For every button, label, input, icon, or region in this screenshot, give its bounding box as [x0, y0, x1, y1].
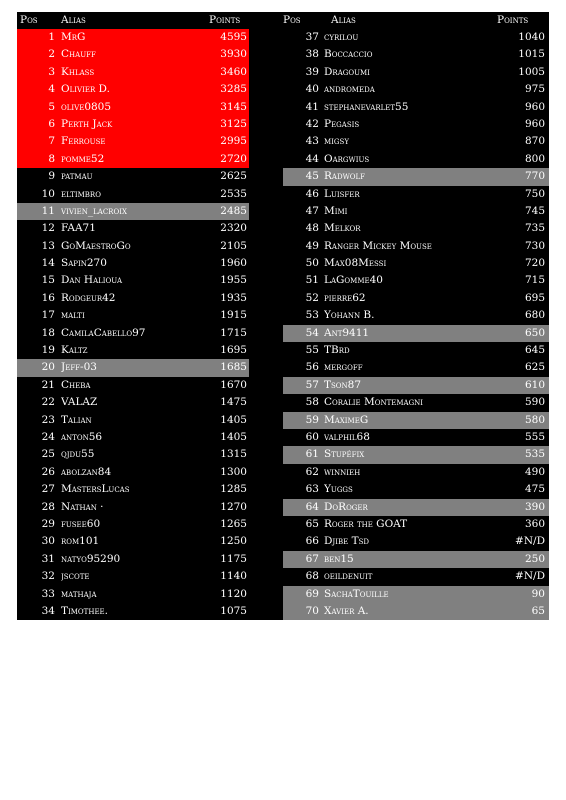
- row-points: 1685: [220, 361, 247, 374]
- row-pos: 40: [305, 83, 319, 96]
- table-row: [283, 586, 549, 603]
- row-pos: 11: [41, 204, 55, 217]
- row-pos: 10: [41, 187, 55, 200]
- header-pos: Pos: [283, 14, 301, 26]
- table-row: [283, 186, 549, 203]
- row-pos: 20: [41, 361, 55, 374]
- row-points: 390: [524, 500, 545, 513]
- row-alias: Olivier D.: [61, 83, 110, 96]
- row-points: 770: [524, 170, 545, 183]
- row-alias: abolzan84: [61, 465, 112, 478]
- row-alias: migsy: [324, 135, 349, 148]
- table-row: [17, 186, 283, 203]
- row-points: 695: [524, 291, 545, 304]
- row-alias: olive0805: [61, 100, 112, 113]
- row-alias: FAA71: [61, 222, 96, 235]
- row-pos: 25: [41, 448, 55, 461]
- row-points: 870: [524, 135, 545, 148]
- row-points: 3460: [220, 65, 247, 78]
- row-points: 610: [524, 378, 545, 391]
- row-points: 1315: [220, 448, 247, 461]
- row-points: 625: [524, 361, 545, 374]
- row-pos: 37: [305, 31, 319, 43]
- row-pos: 70: [305, 604, 319, 617]
- row-pos: 65: [305, 517, 319, 530]
- row-alias: Mimi: [324, 204, 348, 217]
- row-alias: Melkor: [324, 222, 361, 235]
- table-row: [283, 220, 549, 237]
- row-points: 1120: [220, 587, 247, 600]
- row-pos: 9: [48, 170, 55, 183]
- row-alias: Luisfer: [324, 187, 360, 200]
- table-row: [17, 394, 283, 411]
- row-alias: cyrilou: [324, 31, 359, 43]
- row-points: 1475: [220, 396, 247, 409]
- table-row: [283, 151, 549, 168]
- header-points: Points: [209, 14, 241, 26]
- table-row: [17, 499, 283, 516]
- row-alias: stephanevarlet55: [324, 100, 409, 113]
- table-row: [17, 290, 283, 307]
- row-alias: malti: [61, 309, 85, 322]
- row-alias: Ferrouse: [61, 135, 106, 148]
- table-row: [17, 603, 283, 620]
- row-alias: Jeff-03: [61, 361, 97, 374]
- row-points: 3125: [220, 117, 247, 130]
- row-pos: 13: [41, 239, 55, 252]
- row-alias: VALAZ: [61, 396, 98, 409]
- row-pos: 59: [305, 413, 319, 426]
- table-row: [17, 99, 283, 116]
- row-pos: 58: [305, 396, 319, 409]
- row-alias: GoMaestroGo: [61, 239, 131, 252]
- row-points: 1075: [220, 604, 247, 617]
- row-pos: 56: [305, 361, 319, 374]
- row-points: 555: [524, 430, 545, 443]
- table-row: [17, 325, 283, 342]
- row-pos: 49: [305, 239, 319, 252]
- row-pos: 63: [305, 483, 319, 496]
- row-pos: 32: [41, 570, 55, 583]
- row-pos: 44: [305, 152, 319, 165]
- row-alias: patmau: [61, 170, 93, 183]
- row-alias: Talian: [61, 413, 92, 426]
- table-row: [283, 272, 549, 289]
- row-points: 2625: [220, 170, 247, 183]
- table-row: [17, 220, 283, 237]
- table-row: [283, 377, 549, 394]
- row-pos: 17: [41, 309, 55, 322]
- table-row: [17, 151, 283, 168]
- row-alias: Max08Messi: [324, 257, 387, 270]
- row-alias: Sapin270: [61, 257, 107, 270]
- row-points: 1915: [220, 309, 247, 322]
- ranking-rows-left: [17, 29, 283, 620]
- row-alias: TBrd: [324, 344, 350, 357]
- row-pos: 8: [48, 152, 55, 165]
- table-row: [283, 133, 549, 150]
- table-row: [283, 533, 549, 550]
- table-row: [283, 412, 549, 429]
- table-row: [17, 481, 283, 498]
- row-alias: anton56: [61, 430, 103, 443]
- row-pos: 12: [41, 222, 55, 235]
- table-row: [283, 325, 549, 342]
- ranking-rows-right: [283, 29, 549, 620]
- table-row: [283, 429, 549, 446]
- row-pos: 38: [305, 48, 319, 61]
- row-points: 590: [524, 396, 545, 409]
- row-alias: Yuggs: [324, 483, 353, 496]
- table-header: [283, 12, 549, 29]
- row-points: 1175: [220, 552, 247, 565]
- row-points: 2320: [220, 222, 247, 235]
- row-points: 1015: [518, 48, 545, 61]
- table-row: [17, 133, 283, 150]
- row-pos: 7: [48, 135, 55, 148]
- table-row: [17, 446, 283, 463]
- row-points: 1955: [220, 274, 247, 287]
- row-alias: Cheba: [61, 378, 91, 391]
- row-points: 2105: [220, 239, 247, 252]
- table-row: [283, 81, 549, 98]
- table-row: [17, 307, 283, 324]
- row-pos: 51: [305, 274, 319, 287]
- row-points: 1405: [220, 430, 247, 443]
- row-points: 2720: [220, 152, 247, 165]
- table-row: [17, 464, 283, 481]
- table-row: [17, 238, 283, 255]
- table-row: [17, 81, 283, 98]
- row-alias: CamilaCabello97: [61, 326, 146, 339]
- row-pos: 24: [41, 430, 55, 443]
- row-points: 4595: [220, 31, 247, 43]
- table-row: [283, 603, 549, 620]
- row-alias: LaGomme40: [324, 274, 383, 287]
- row-pos: 14: [41, 257, 55, 270]
- table-row: [17, 377, 283, 394]
- row-points: 730: [524, 239, 545, 252]
- row-points: 1270: [220, 500, 247, 513]
- row-alias: Roger the GOAT: [324, 517, 408, 530]
- row-alias: winnieh: [324, 465, 361, 478]
- table-row: [17, 116, 283, 133]
- row-points: 490: [524, 465, 545, 478]
- row-pos: 55: [305, 344, 319, 357]
- row-pos: 42: [305, 117, 319, 130]
- row-pos: 34: [41, 604, 55, 617]
- table-row: [283, 203, 549, 220]
- ranking-column-right: [283, 12, 549, 620]
- table-row: [283, 29, 549, 46]
- row-alias: Nathan ·: [61, 500, 104, 513]
- row-points: 745: [524, 204, 545, 217]
- row-points: 2485: [220, 204, 247, 217]
- row-points: 1670: [220, 378, 247, 391]
- table-row: [17, 29, 283, 46]
- row-alias: Perth Jack: [61, 117, 113, 130]
- table-row: [283, 46, 549, 63]
- row-pos: 48: [305, 222, 319, 235]
- row-alias: Timothee.: [61, 604, 109, 617]
- row-pos: 41: [305, 100, 319, 113]
- row-pos: 69: [305, 587, 319, 600]
- row-alias: DoRoger: [324, 500, 368, 513]
- row-alias: oeildenuit: [324, 570, 373, 583]
- row-pos: 52: [305, 291, 319, 304]
- row-pos: 18: [41, 326, 55, 339]
- row-points: 680: [524, 309, 545, 322]
- row-points: 1265: [220, 517, 247, 530]
- row-pos: 39: [305, 65, 319, 78]
- row-points: 65: [531, 604, 545, 617]
- row-points: 1040: [518, 31, 545, 43]
- row-pos: 60: [305, 430, 319, 443]
- table-row: [17, 255, 283, 272]
- row-pos: 53: [305, 309, 319, 322]
- table-row: [17, 272, 283, 289]
- row-pos: 68: [305, 570, 319, 583]
- row-pos: 16: [41, 291, 55, 304]
- table-row: [283, 551, 549, 568]
- row-points: 2995: [220, 135, 247, 148]
- row-alias: Djibe Tsd: [324, 535, 369, 548]
- row-pos: 15: [41, 274, 55, 287]
- row-pos: 66: [305, 535, 319, 548]
- table-row: [17, 429, 283, 446]
- row-points: 580: [524, 413, 545, 426]
- row-alias: Tson87: [324, 378, 362, 391]
- table-row: [17, 533, 283, 550]
- row-points: 90: [531, 587, 545, 600]
- table-header: [17, 12, 283, 29]
- row-alias: MrG: [61, 31, 86, 43]
- row-alias: Boccaccio: [324, 48, 373, 61]
- row-pos: 23: [41, 413, 55, 426]
- row-pos: 2: [48, 48, 55, 61]
- table-row: [283, 342, 549, 359]
- row-points: #N/D: [515, 535, 545, 548]
- row-pos: 6: [48, 117, 55, 130]
- row-pos: 19: [41, 344, 55, 357]
- table-row: [283, 481, 549, 498]
- row-alias: Oargwius: [324, 152, 370, 165]
- table-row: [283, 359, 549, 376]
- row-points: 960: [524, 100, 545, 113]
- table-row: [283, 64, 549, 81]
- row-pos: 22: [41, 396, 55, 409]
- row-points: 1935: [220, 291, 247, 304]
- row-pos: 28: [41, 500, 55, 513]
- ranking-table: [17, 12, 549, 620]
- row-points: 750: [524, 187, 545, 200]
- table-row: [17, 203, 283, 220]
- row-alias: Ranger Mickey Mouse: [324, 239, 432, 252]
- row-alias: SachaTouille: [324, 587, 389, 600]
- row-alias: Yohann B.: [324, 309, 375, 322]
- row-points: #N/D: [515, 570, 545, 583]
- row-alias: mergoff: [324, 361, 363, 374]
- row-alias: Pegasis: [324, 117, 360, 130]
- header-alias: Alias: [61, 14, 86, 26]
- table-row: [283, 307, 549, 324]
- row-points: 800: [524, 152, 545, 165]
- row-alias: Dan Halioua: [61, 274, 123, 287]
- row-alias: Radwolf: [324, 170, 366, 183]
- row-pos: 67: [305, 552, 319, 565]
- table-row: [283, 116, 549, 133]
- row-pos: 3: [48, 65, 55, 78]
- table-row: [283, 568, 549, 585]
- row-pos: 64: [305, 500, 319, 513]
- table-row: [283, 394, 549, 411]
- row-points: 1405: [220, 413, 247, 426]
- table-row: [17, 412, 283, 429]
- row-alias: fusee60: [61, 517, 101, 530]
- row-points: 1715: [220, 326, 247, 339]
- row-alias: mathaja: [61, 587, 97, 600]
- row-points: 975: [524, 83, 545, 96]
- row-alias: qjdu55: [61, 448, 95, 461]
- table-row: [283, 446, 549, 463]
- row-points: 960: [524, 117, 545, 130]
- row-alias: valphil68: [324, 430, 370, 443]
- table-row: [283, 255, 549, 272]
- row-alias: rom101: [61, 535, 100, 548]
- row-alias: Xavier A.: [324, 604, 369, 617]
- table-row: [17, 586, 283, 603]
- row-alias: Stupéfix: [324, 448, 365, 461]
- row-pos: 50: [305, 257, 319, 270]
- table-row: [17, 359, 283, 376]
- row-pos: 31: [41, 552, 55, 565]
- row-points: 250: [524, 552, 545, 565]
- row-points: 3145: [220, 100, 247, 113]
- row-alias: pomme52: [61, 152, 105, 165]
- row-alias: ben15: [324, 552, 354, 565]
- row-points: 645: [524, 344, 545, 357]
- row-points: 1960: [220, 257, 247, 270]
- row-alias: Khlass: [61, 65, 95, 78]
- table-row: [17, 46, 283, 63]
- row-pos: 61: [305, 448, 319, 461]
- row-pos: 46: [305, 187, 319, 200]
- row-points: 735: [524, 222, 545, 235]
- row-points: 1285: [220, 483, 247, 496]
- row-points: 1140: [220, 570, 247, 583]
- row-alias: MaximeG: [324, 413, 369, 426]
- row-pos: 45: [305, 170, 319, 183]
- row-pos: 33: [41, 587, 55, 600]
- table-row: [283, 99, 549, 116]
- row-alias: jscote: [61, 570, 90, 583]
- row-pos: 21: [41, 378, 55, 391]
- row-alias: Dragoumi: [324, 65, 370, 78]
- table-row: [17, 551, 283, 568]
- row-alias: Chauff: [61, 48, 96, 61]
- row-alias: Ant9411: [324, 326, 370, 339]
- row-pos: 54: [305, 326, 319, 339]
- row-pos: 30: [41, 535, 55, 548]
- row-alias: andromeda: [324, 83, 375, 96]
- table-row: [17, 64, 283, 81]
- row-alias: vivien_lacroix: [61, 204, 127, 217]
- row-pos: 5: [48, 100, 55, 113]
- table-row: [283, 290, 549, 307]
- table-row: [283, 464, 549, 481]
- row-pos: 43: [305, 135, 319, 148]
- row-points: 3930: [220, 48, 247, 61]
- row-points: 715: [524, 274, 545, 287]
- row-points: 3285: [220, 83, 247, 96]
- table-row: [17, 516, 283, 533]
- row-pos: 1: [48, 31, 55, 43]
- row-alias: Kaltz: [61, 344, 88, 357]
- row-alias: MastersLucas: [61, 483, 130, 496]
- header-pos: Pos: [20, 14, 38, 26]
- row-alias: Rodgeur42: [61, 291, 116, 304]
- table-row: [17, 342, 283, 359]
- row-alias: eltimbro: [61, 187, 101, 200]
- row-points: 650: [524, 326, 545, 339]
- table-row: [283, 168, 549, 185]
- row-points: 720: [524, 257, 545, 270]
- row-points: 1005: [518, 65, 545, 78]
- header-points: Points: [497, 14, 529, 26]
- row-pos: 57: [305, 378, 319, 391]
- row-points: 1300: [220, 465, 247, 478]
- row-points: 2535: [220, 187, 247, 200]
- row-pos: 29: [41, 517, 55, 530]
- ranking-column-left: [17, 12, 283, 620]
- table-row: [283, 499, 549, 516]
- header-alias: Alias: [331, 14, 356, 26]
- row-pos: 27: [41, 483, 55, 496]
- row-alias: Coralie Montemagni: [324, 396, 424, 409]
- row-alias: natyo95290: [61, 552, 121, 565]
- row-pos: 4: [48, 83, 55, 96]
- row-pos: 26: [41, 465, 55, 478]
- row-points: 360: [524, 517, 545, 530]
- row-pos: 47: [305, 204, 319, 217]
- row-points: 535: [524, 448, 545, 461]
- row-pos: 62: [305, 465, 319, 478]
- row-points: 1695: [220, 344, 247, 357]
- table-row: [17, 568, 283, 585]
- table-row: [17, 168, 283, 185]
- row-points: 1250: [220, 535, 247, 548]
- table-row: [283, 516, 549, 533]
- row-points: 475: [524, 483, 545, 496]
- table-row: [283, 238, 549, 255]
- row-alias: pierre62: [324, 291, 366, 304]
